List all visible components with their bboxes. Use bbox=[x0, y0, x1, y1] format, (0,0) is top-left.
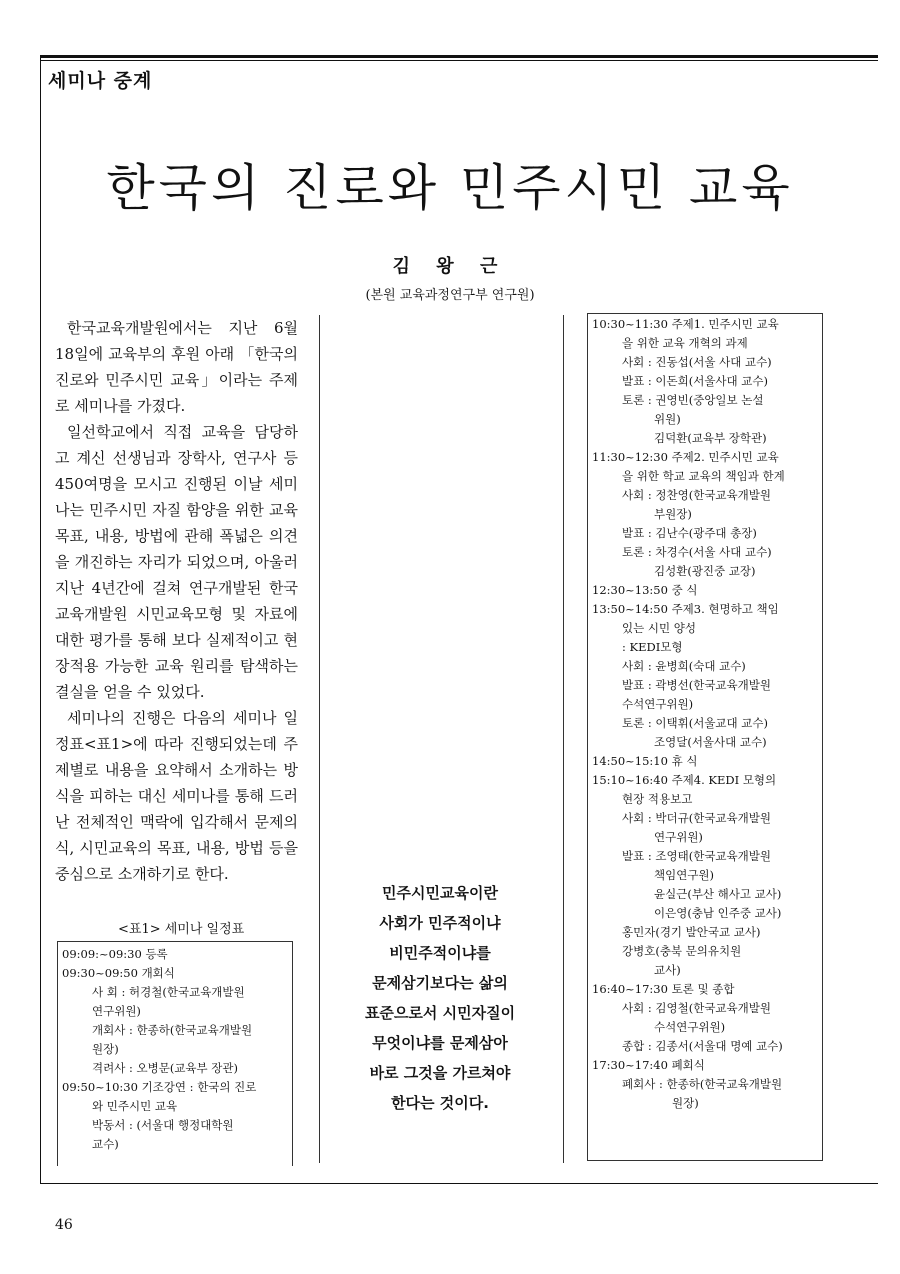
schedule-row: 사회 : 박더규(한국교육개발원 bbox=[622, 811, 771, 825]
schedule-row: 발표 : 김난수(광주대 총장) bbox=[622, 526, 757, 540]
schedule-row: 발표 : 곽병선(한국교육개발원 bbox=[622, 678, 771, 692]
schedule-row: 개회사 : 한종하(한국교육개발원 bbox=[92, 1023, 253, 1037]
pull-quote-line: 문제삼기보다는 삶의 bbox=[372, 974, 508, 992]
schedule-row: 사회 : 윤병희(숙대 교수) bbox=[622, 659, 746, 673]
schedule-row: 있는 시민 양성 bbox=[622, 621, 696, 635]
column-divider bbox=[563, 315, 564, 1163]
schedule-row: 수석연구위원) bbox=[654, 1020, 726, 1034]
schedule-row: 09:30~09:50 개회식 bbox=[62, 966, 175, 980]
schedule-row: 부원장) bbox=[654, 507, 692, 521]
schedule-row: 12:30~13:50 중 식 bbox=[592, 583, 698, 597]
schedule-row: 강병호(충북 문의유치원 bbox=[622, 944, 742, 958]
author-name: 김 왕 근 bbox=[392, 256, 508, 277]
schedule-row: 14:50~15:10 휴 식 bbox=[592, 754, 698, 768]
schedule-row: 16:40~17:30 토론 및 종합 bbox=[592, 982, 735, 996]
schedule-row: 박동서 : (서울대 행정대학원 bbox=[92, 1118, 234, 1132]
schedule-row: 09:50~10:30 기조강연 : 한국의 진로 bbox=[62, 1080, 257, 1094]
column-divider bbox=[319, 315, 320, 1163]
schedule-row: 현장 적용보고 bbox=[622, 792, 693, 806]
pull-quote bbox=[338, 878, 542, 1118]
schedule-row: 홍민자(경기 발안국교 교사) bbox=[622, 925, 761, 939]
paragraph: 세미나의 진행은 다음의 세미나 일정표<표1>에 따라 진행되었는데 주제별로 내용을 요약해서 소개하는 방식을 피하는 대신 세미나를 통해 드러난 전체적인 맥락에 입각해서 문제의식, 시민교육의 목표, 내용, 방법 등을 중심으로 소개하기로 한다. bbox=[55, 709, 298, 883]
schedule-row: 사회 : 정찬영(한국교육개발원 bbox=[622, 488, 771, 502]
schedule-row: 15:10~16:40 주제4. KEDI 모형의 bbox=[592, 773, 777, 787]
page-number: 46 bbox=[55, 1217, 73, 1233]
schedule-row: 17:30~17:40 폐회식 bbox=[592, 1058, 705, 1072]
pull-quote-line: 민주시민교육이란 bbox=[382, 884, 498, 902]
schedule-row: 사 회 : 허경철(한국교육개발원 bbox=[92, 985, 245, 999]
author-affiliation: (본원 교육과정연구부 연구원) bbox=[365, 288, 535, 303]
schedule-row: 10:30~11:30 주제1. 민주시민 교육 bbox=[592, 317, 779, 331]
schedule-row: 발표 : 조영태(한국교육개발원 bbox=[622, 849, 771, 863]
schedule-row: 연구위원) bbox=[654, 830, 703, 844]
table-caption: <표1> 세미나 일정표 bbox=[118, 922, 245, 937]
paragraph: 한국교육개발원에서는 지난 6월 18일에 교육부의 후원 아래 「한국의 진로와 민주시민 교육」이라는 주제로 세미나를 가졌다. bbox=[55, 319, 298, 415]
schedule-row: 을 위한 교육 개혁의 과제 bbox=[622, 336, 748, 350]
pull-quote-line: 비민주적이냐를 bbox=[389, 944, 491, 962]
schedule-row: 09:09:~09:30 등록 bbox=[62, 947, 168, 961]
schedule-row: 토론 : 권영빈(중앙일보 논설 bbox=[622, 393, 764, 407]
schedule-row: 폐회사 : 한종하(한국교육개발원 bbox=[622, 1077, 783, 1091]
schedule-row: 위원) bbox=[654, 412, 681, 426]
schedule-row: 11:30~12:30 주제2. 민주시민 교육 bbox=[592, 450, 779, 464]
schedule-row: 윤실근(부산 해사고 교사) bbox=[654, 887, 782, 901]
frame-left-border bbox=[40, 58, 41, 1184]
schedule-table-right bbox=[587, 313, 823, 1161]
schedule-row: 책임연구원) bbox=[654, 868, 715, 882]
schedule-row: 13:50~14:50 주제3. 현명하고 책임 bbox=[592, 602, 779, 616]
body-text bbox=[55, 315, 298, 887]
section-label: 세미나 중계 bbox=[48, 70, 153, 92]
schedule-row: 와 민주시민 교육 bbox=[92, 1099, 178, 1113]
pull-quote-line: 무엇이냐를 문제삼아 bbox=[372, 1034, 508, 1052]
pull-quote-line: 사회가 민주적이냐 bbox=[379, 914, 501, 932]
schedule-row: 수석연구위원) bbox=[622, 697, 694, 711]
schedule-row: 원장) bbox=[92, 1042, 119, 1056]
schedule-row: 교수) bbox=[92, 1137, 119, 1151]
schedule-row: 조영달(서울사대 교수) bbox=[654, 735, 767, 749]
schedule-row: 사회 : 김영철(한국교육개발원 bbox=[622, 1001, 771, 1015]
schedule-row: 토론 : 차경수(서울 사대 교수) bbox=[622, 545, 772, 559]
schedule-table-left bbox=[57, 941, 293, 1166]
schedule-row: 교사) bbox=[654, 963, 681, 977]
pull-quote-line: 한다는 것이다. bbox=[391, 1094, 489, 1112]
paragraph: 일선학교에서 직접 교육을 담당하고 계신 선생님과 장학사, 연구사 등 450여명을 모시고 진행된 이날 세미나는 민주시민 자질 함양을 위한 교육 목표, 내용, 방법에 관해 폭넓은 의견을 개진하는 자리가 되었으며, 아울러 지난 4년간에 걸쳐 연구개발된 한국교육개발원 시민교육모형 및 자료에 대한 평가를 통해 보다 실제적이고 현장적용 가능한 교육 원리를 탐색하는 결실을 얻을 수 있었다. bbox=[55, 423, 298, 701]
schedule-row: 이은영(충남 인주중 교사) bbox=[654, 906, 782, 920]
frame-bottom-border bbox=[40, 1183, 878, 1184]
pull-quote-line: 바로 그것을 가르쳐야 bbox=[369, 1064, 511, 1082]
schedule-row: 사회 : 진동섭(서울 사대 교수) bbox=[622, 355, 772, 369]
schedule-row: 토론 : 이택휘(서울교대 교수) bbox=[622, 716, 769, 730]
schedule-row: : KEDI모형 bbox=[622, 640, 683, 654]
top-rule bbox=[40, 55, 878, 58]
top-rule-thin bbox=[40, 60, 878, 61]
schedule-row: 원장) bbox=[672, 1096, 699, 1110]
article-title: 한국의 진로와 민주시민 교육 bbox=[106, 159, 794, 217]
schedule-row: 발표 : 이돈희(서울사대 교수) bbox=[622, 374, 769, 388]
schedule-row: 김성환(광진중 교장) bbox=[654, 564, 756, 578]
schedule-row: 종합 : 김종서(서울대 명예 교수) bbox=[622, 1039, 783, 1053]
schedule-row: 연구위원) bbox=[92, 1004, 141, 1018]
schedule-row: 을 위한 학교 교육의 책임과 한계 bbox=[622, 469, 785, 483]
schedule-row: 격려사 : 오병문(교육부 장관) bbox=[92, 1061, 239, 1075]
schedule-row: 김덕환(교육부 장학관) bbox=[654, 431, 767, 445]
pull-quote-line: 표준으로서 시민자질이 bbox=[364, 1004, 516, 1022]
